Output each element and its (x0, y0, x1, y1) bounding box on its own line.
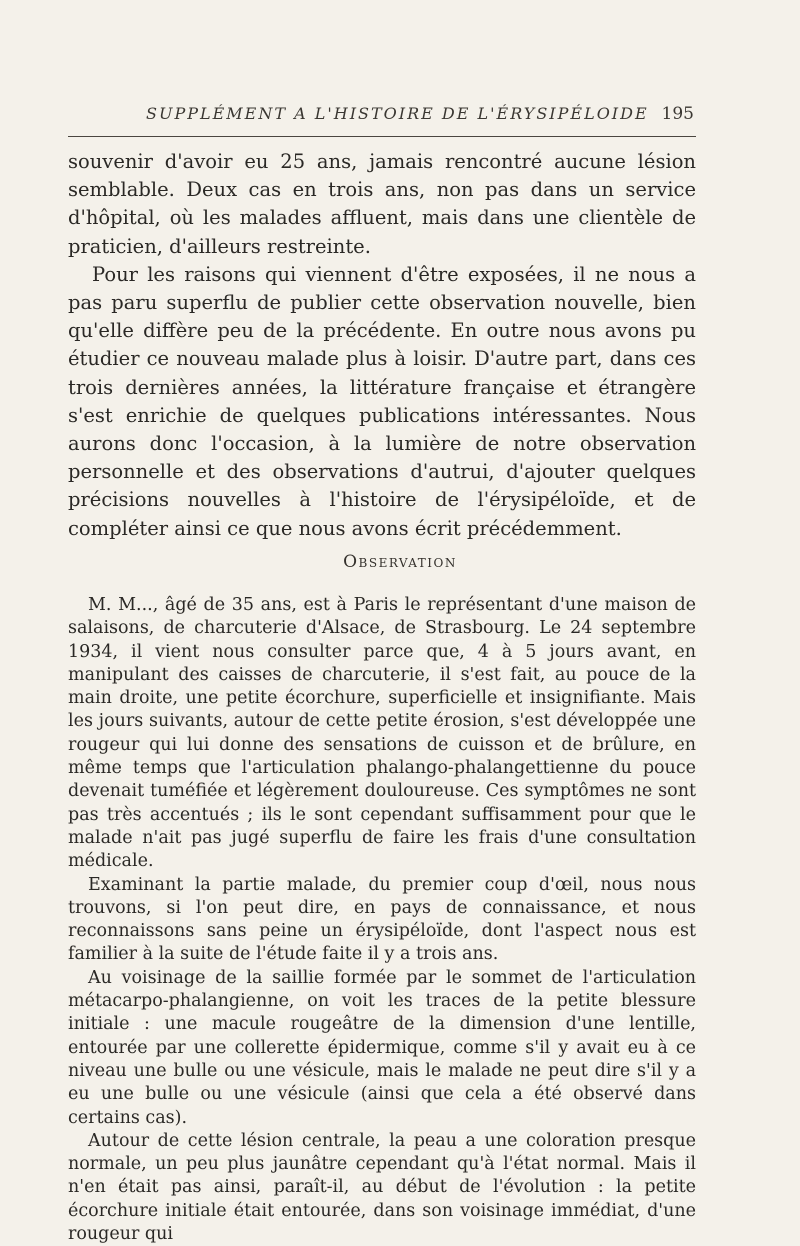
running-header (68, 100, 700, 128)
paragraph: Examinant la partie malade, du premier coup d'œil, nous nous trouvons, si l'on peut dire, en pays de connaissance, et nous reconnaissons sans peine un érysipéloïde, dont l'aspect nous est familier à la suite de l'étude faite il y a trois ans. (68, 874, 696, 965)
observation-text (68, 594, 696, 1246)
section-heading: Observation (343, 552, 457, 572)
paragraph: Pour les raisons qui viennent d'être exposées, il ne nous a pas paru superflu de publier cette observation nouvelle, bien qu'elle diffère peu de la précédente. En outre nous avons pu étudier ce nouveau malade plus à loisir. D'autre part, dans ces trois dernières années, la littérature française et étrangère s'est enrichie de quelques publications intéressantes. Nous aurons donc l'occasion, à la lumière de notre observation personnelle et des observations d'autrui, d'ajouter quelques précisions nouvelles à l'histoire de l'érysipéloïde, et de compléter ainsi ce que nous avons écrit précédemment. (68, 262, 696, 540)
paragraph: Au voisinage de la saillie formée par le sommet de l'articulation métacarpo-phalangienne, on voit les traces de la petite blessure initiale : une macule rougeâtre de la dimension d'une lentille, entourée par une collerette épidermique, comme s'il y avait eu à ce niveau une bulle ou une vésicule, mais le malade ne peut dire s'il y a eu une bulle ou une vésicule (ainsi que cela a été observé dans certains cas). (68, 967, 696, 1128)
header-rule (68, 136, 696, 137)
paragraph: souvenir d'avoir eu 25 ans, jamais rencontré aucune lésion semblable. Deux cas en trois ans, non pas dans un service d'hôpital, où les malades affluent, mais dans une clientèle de praticien, d'ailleurs restreinte. (68, 150, 696, 258)
paragraph: M. M..., âgé de 35 ans, est à Paris le représentant d'une maison de salaisons, de charcuterie d'Alsace, de Strasbourg. Le 24 septembre 1934, il vient nous consulter parce que, 4 à 5 jours avant, en manipulant des caisses de charcuterie, il s'est fait, au pouce de la main droite, une petite écorchure, superficielle et insignifiante. Mais les jours suivants, autour de cette petite érosion, s'est développée une rougeur qui lui donne des sensations de cuisson et de brûlure, en même temps que l'articulation phalango-phalangettienne du pouce devenait tuméfiée et légèrement douloureuse. Ces symptômes ne sont pas très accentués ; ils le sont cependant suffisamment pour que le malade n'ait pas jugé superflu de faire les frais d'une consultation médicale. (68, 595, 696, 872)
intro-text (68, 148, 696, 543)
running-title: SUPPLÉMENT A L'HISTOIRE DE L'ÉRYSIPÉLOIDE (146, 104, 649, 123)
paragraph: Autour de cette lésion centrale, la peau a une coloration presque normale, un peu plus jaunâtre cependant qu'à l'état normal. Mais il n'en était pas ainsi, paraît-il, au début de l'évolution : la petite écorchure initiale était entourée, dans son voisinage immédiat, d'une rougeur qui (68, 1130, 696, 1245)
page-number: 195 (661, 104, 694, 124)
